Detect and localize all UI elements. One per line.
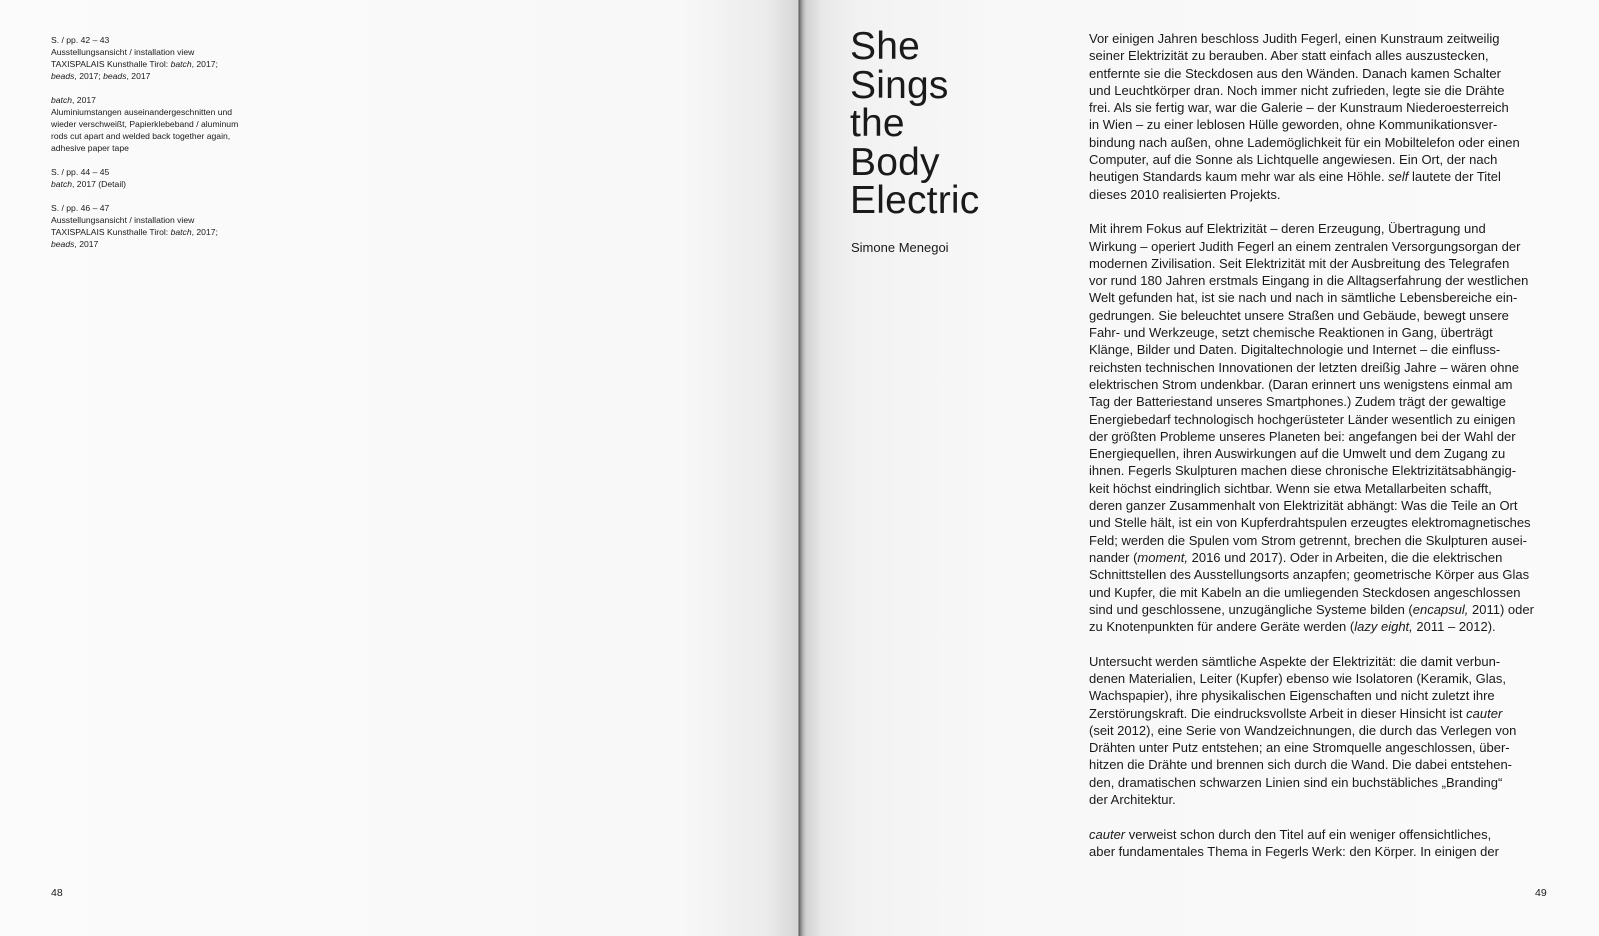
caption-block <box>51 202 281 250</box>
text-run: S. / pp. 44 – 45 <box>51 167 110 177</box>
work-title: batch <box>170 59 192 69</box>
text-run: Fahr- und Werkzeuge, setzt chemische Reaktionen in Gang, überträgt <box>1089 325 1493 341</box>
text-line <box>1089 341 1559 358</box>
text-line <box>1089 566 1559 583</box>
text-run: Wachspapier), ihre physikalischen Eigenschaften und nicht zuletzt ihre <box>1089 688 1495 704</box>
text-run: , 2017; <box>191 59 218 69</box>
text-run: Klänge, Bilder und Daten. Digitaltechnologie und Internet – die einfluss- <box>1089 342 1501 358</box>
text-run: bindung nach außen, ohne Lademöglichkeit für ein Mobiltelefon oder einen <box>1089 134 1520 150</box>
text-run: seiner Elektrizität zu berauben. Aber statt einfach alles auszustecken, <box>1089 48 1489 64</box>
work-title: beads <box>51 239 75 249</box>
text-line <box>1089 359 1559 376</box>
text-line <box>51 202 281 214</box>
text-run: , 2017; <box>191 227 218 237</box>
text-line <box>1089 584 1559 601</box>
text-run: Energiebedarf technologisch hochgerüsteter Länder wesentlich zu einigen <box>1089 411 1516 427</box>
image-captions <box>51 34 281 262</box>
title-line: Electric <box>850 179 980 222</box>
text-run: wieder verschweißt, Papierklebeband / aluminum <box>51 119 239 129</box>
text-run: S. / pp. 46 – 47 <box>51 203 110 213</box>
text-run: , 2017 (Detail) <box>72 179 127 189</box>
text-run: heutigen Standards kaum mehr war als eine Höhle. <box>1089 169 1389 185</box>
work-title: lazy eight, <box>1354 619 1413 635</box>
text-line <box>1089 324 1559 341</box>
text-line <box>1089 82 1559 99</box>
work-title: encapsul, <box>1412 601 1469 617</box>
text-run: modernen Zivilisation. Seit Elektrizität mit der Ausbreitung des Telegrafen <box>1089 255 1510 271</box>
text-run: 2011 – 2012). <box>1412 619 1496 635</box>
text-line <box>51 226 281 238</box>
text-run: Ausstellungsansicht / installation view <box>51 215 195 225</box>
page-number-right: 49 <box>1535 887 1547 899</box>
text-run: rods cut apart and welded back together again, <box>51 131 231 141</box>
text-line <box>1089 480 1559 497</box>
text-run: hitzen die Drähte und brennen sich durch die Wand. Die dabei entstehen- <box>1089 757 1513 773</box>
text-line <box>51 46 281 58</box>
text-run: Energiequellen, ihren Auswirkungen auf die Umwelt und dem Zugang zu <box>1089 446 1506 462</box>
text-line <box>1089 791 1559 808</box>
text-line <box>1089 134 1559 151</box>
text-line <box>1089 670 1559 687</box>
text-run: entfernte sie die Steckdosen aus den Wänden. Danach kamen Schalter <box>1089 65 1501 81</box>
text-run: , 2017 <box>126 71 151 81</box>
text-run: Aluminiumstangen auseinandergeschnitten und <box>51 107 233 117</box>
text-run: S. / pp. 42 – 43 <box>51 35 110 45</box>
page-number-left: 48 <box>51 887 63 899</box>
text-line <box>1089 47 1559 64</box>
text-line <box>1089 289 1559 306</box>
text-line <box>51 178 281 190</box>
title-line: She <box>850 25 920 68</box>
text-line <box>1089 99 1559 116</box>
text-line <box>1089 774 1559 791</box>
work-title: self <box>1388 169 1409 185</box>
text-run: sind und geschlossene, unzugängliche Systeme bilden ( <box>1089 601 1413 617</box>
text-run: und Leuchtkörper dran. Noch immer nicht zufrieden, legte sie die Drähte <box>1089 82 1505 98</box>
text-run: Untersucht werden sämtliche Aspekte der Elektrizität: die damit verbun- <box>1089 653 1501 669</box>
text-run: verweist schon durch den Titel auf ein weniger offensichtliches, <box>1125 826 1492 842</box>
text-line <box>1089 722 1559 739</box>
work-title: batch <box>51 179 73 189</box>
text-run: lautete der Titel <box>1408 169 1501 185</box>
text-run: Schnittstellen des Ausstellungsorts anzapfen; geometrische Körper aus Glas <box>1089 567 1530 583</box>
text-line <box>1089 497 1559 514</box>
text-line <box>1089 445 1559 462</box>
text-run: den, dramatischen schwarzen Linien sind ein buchstäbliches „Branding“ <box>1089 774 1503 790</box>
text-line <box>51 94 281 106</box>
text-run: Ausstellungsansicht / installation view <box>51 47 195 57</box>
text-line <box>1089 428 1559 445</box>
text-line <box>51 58 281 70</box>
text-run: frei. Als sie fertig war, war die Galerie – der Kunstraum Niederoesterreich <box>1089 100 1509 116</box>
text-run: zu Knotenpunkten für andere Geräte werden ( <box>1089 619 1355 635</box>
text-run: keit höchst eindringlich sichtbar. Wenn sie etwa Metallarbeiten schafft, <box>1089 480 1492 496</box>
text-run: in Wien – zu einer leblosen Hülle geworden, ohne Kommunikationsver- <box>1089 117 1498 133</box>
text-run: Drähten unter Putz entstehen; an eine Stromquelle angeschlossen, über- <box>1089 740 1510 756</box>
text-line <box>1089 705 1559 722</box>
text-line <box>1089 653 1559 670</box>
caption-block <box>51 166 281 190</box>
text-run: denen Materialien, Leiter (Kupfer) ebenso wie Isolatoren (Keramik, Glas, <box>1089 670 1506 686</box>
book-gutter <box>798 0 801 936</box>
text-run: Zerstörungskraft. Die eindrucksvollste Arbeit in dieser Hinsicht ist <box>1089 705 1467 721</box>
text-run: Vor einigen Jahren beschloss Judith Fegerl, einen Kunstraum zeitweilig <box>1089 31 1500 46</box>
text-line <box>51 106 281 118</box>
text-run: adhesive paper tape <box>51 143 129 153</box>
text-run: 2016 und 2017). Oder in Arbeiten, die die elektrischen <box>1188 549 1503 565</box>
text-line <box>1089 393 1559 410</box>
text-run: Tag der Batteriestand unseres Smartphones.) Zudem trägt der gewaltige <box>1089 394 1506 410</box>
text-line <box>1089 307 1559 324</box>
text-run: reichsten technischen Innovationen der letzten dreißig Jahre – wären ohne <box>1089 359 1519 375</box>
text-run: der größten Probleme unseres Planeten bei: angefangen bei der Wahl der <box>1089 428 1516 444</box>
text-run: elektrischen Strom undenkbar. (Daran erinnert uns wenigstens einmal am <box>1089 376 1513 392</box>
essay-title <box>850 25 980 222</box>
title-line: Sings <box>850 63 949 107</box>
paragraph <box>1089 653 1559 809</box>
text-line <box>1089 65 1559 82</box>
text-line <box>1089 532 1559 549</box>
text-line <box>1089 514 1559 531</box>
text-line <box>1089 255 1559 272</box>
text-line <box>1089 151 1559 168</box>
text-run: Wirkung – operiert Judith Fegerl an einem zentralen Versorgungsorgan der <box>1089 238 1521 254</box>
text-line <box>51 70 281 82</box>
work-title: moment, <box>1137 549 1188 565</box>
text-run: TAXISPALAIS Kunsthalle Tirol: <box>51 227 171 237</box>
text-run: vor rund 180 Jahren erstmals Eingang in die Alltagserfahrung der westlichen <box>1089 273 1529 289</box>
text-line <box>1089 601 1559 618</box>
text-line <box>1089 116 1559 133</box>
text-line <box>51 166 281 178</box>
text-line <box>1089 220 1559 237</box>
text-run: aber fundamentales Thema in Fegerls Werk: den Körper. In einigen der <box>1089 843 1499 859</box>
caption-block <box>51 34 281 82</box>
text-run: dieses 2010 realisierten Projekts. <box>1089 186 1281 202</box>
text-run: 2011) oder <box>1468 601 1534 617</box>
text-line <box>51 238 281 250</box>
text-run: und Stelle hält, ist ein von Kupferdrahtspulen erzeugtes elektromagnetisches <box>1089 515 1531 531</box>
text-run: gedrungen. Sie beleuchtet unsere Straßen und Gebäude, bewegt unsere <box>1089 307 1509 323</box>
text-line <box>1089 238 1559 255</box>
work-title: cauter <box>1466 705 1503 721</box>
paragraph <box>1089 826 1559 861</box>
work-title: beads <box>51 71 75 81</box>
text-run: der Architektur. <box>1089 792 1176 808</box>
paragraph <box>1089 220 1559 635</box>
text-run: Computer, auf die Sonne als Lichtquelle angewiesen. Ein Ort, der nach <box>1089 152 1498 168</box>
text-line <box>51 118 281 130</box>
paragraph <box>1089 30 1559 203</box>
text-run: und Kupfer, die mit Kabeln an die umliegenden Steckdosen angeschlossen <box>1089 584 1521 600</box>
text-line <box>51 130 281 142</box>
text-run: deren ganzer Zusammenhalt von Elektrizität abhängt: Was die Teile an Ort <box>1089 498 1518 514</box>
essay-body <box>1089 30 1559 878</box>
text-line <box>51 142 281 154</box>
text-run: (seit 2012), eine Serie von Wandzeichnungen, die durch das Verlegen von <box>1089 722 1517 738</box>
text-line <box>1089 168 1559 185</box>
title-line: Body <box>850 140 940 184</box>
text-line <box>1089 549 1559 566</box>
text-run: , 2017; <box>74 71 104 81</box>
work-title: cauter <box>1089 826 1126 842</box>
text-line <box>1089 843 1559 860</box>
work-title: beads <box>103 71 127 81</box>
author-name: Simone Menegoi <box>851 240 949 255</box>
text-line <box>1089 462 1559 479</box>
text-run: Feld; werden die Spulen vom Strom getrennt, brechen die Skulpturen ausei- <box>1089 532 1527 548</box>
text-line <box>1089 272 1559 289</box>
text-run: nander ( <box>1089 549 1138 565</box>
text-line <box>1089 411 1559 428</box>
text-run: , 2017 <box>74 239 99 249</box>
text-line <box>51 34 281 46</box>
text-line <box>51 214 281 226</box>
caption-block <box>51 94 281 154</box>
text-run: Mit ihrem Fokus auf Elektrizität – deren Erzeugung, Übertragung und <box>1089 221 1486 237</box>
text-run: , 2017 <box>72 95 96 105</box>
text-line <box>1089 739 1559 756</box>
text-line <box>1089 826 1559 843</box>
text-line <box>1089 30 1559 47</box>
title-line: the <box>850 102 905 145</box>
text-line <box>1089 376 1559 393</box>
text-line <box>1089 618 1559 635</box>
text-line <box>1089 756 1559 773</box>
text-run: TAXISPALAIS Kunsthalle Tirol: <box>51 59 171 69</box>
work-title: batch <box>51 95 73 105</box>
text-line <box>1089 186 1559 203</box>
work-title: batch <box>170 227 192 237</box>
text-line <box>1089 687 1559 704</box>
text-run: ihnen. Fegerls Skulpturen machen diese chronische Elektrizitätsabhängig- <box>1089 463 1517 479</box>
text-run: Welt gefunden hat, ist sie nach und nach in sämtliche Lebensbereiche ein- <box>1089 290 1518 306</box>
